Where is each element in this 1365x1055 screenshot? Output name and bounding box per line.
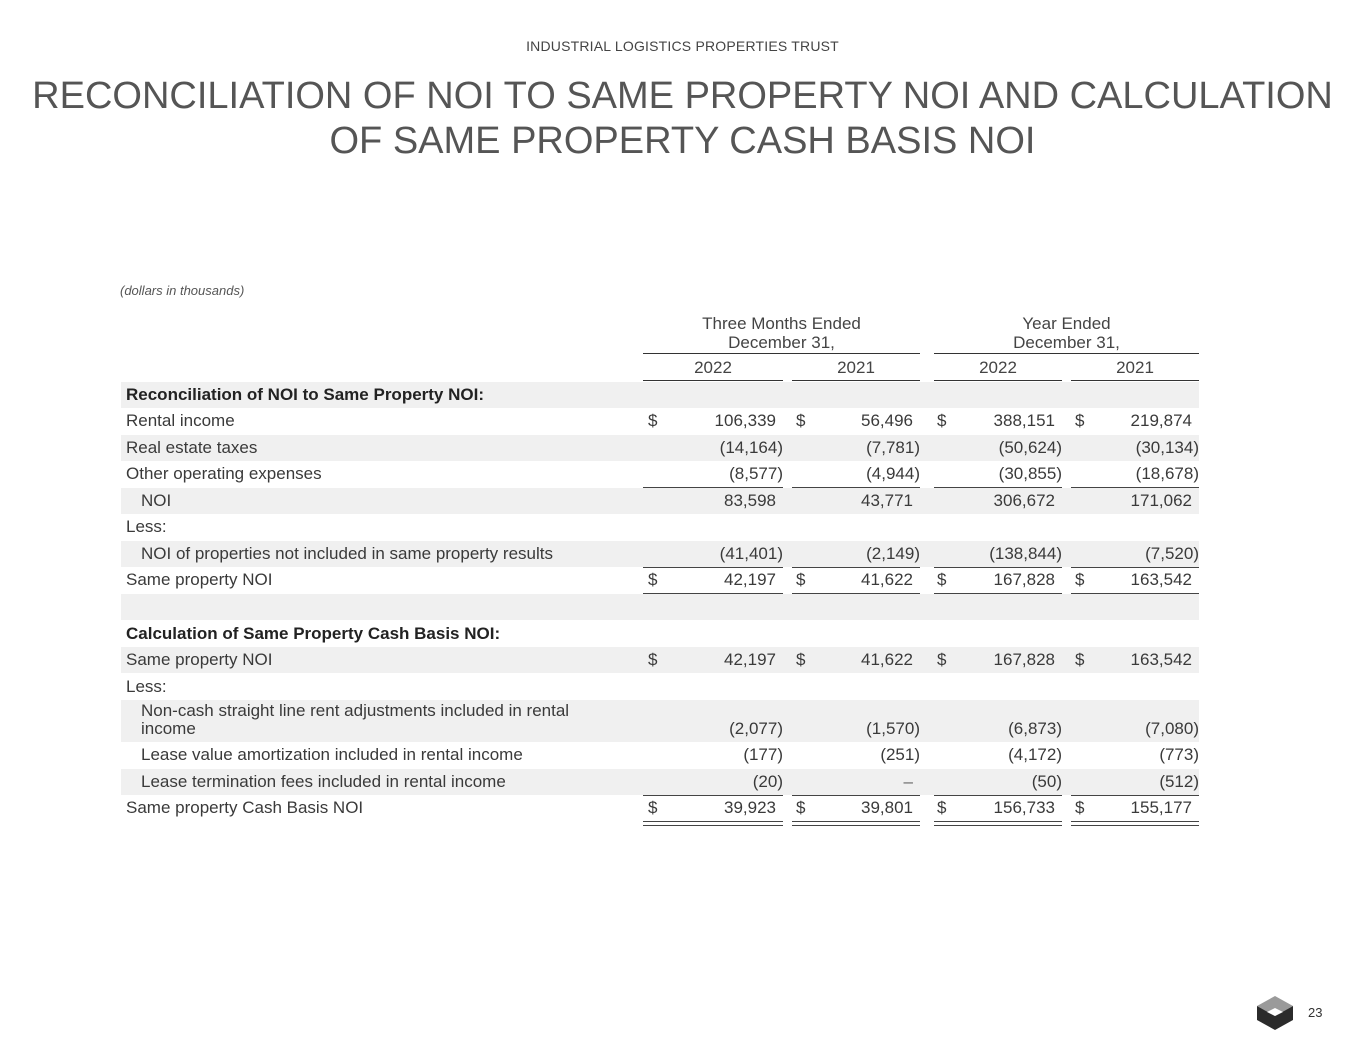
total-double-rule [1071, 821, 1199, 826]
year-col-2: 2021 [837, 358, 875, 377]
dollar-sign: $ [648, 570, 658, 589]
dollar-sign: $ [1075, 798, 1085, 817]
title-line-2: OF SAME PROPERTY CASH BASIS NOI [329, 120, 1036, 162]
value-cell: 388,151 [993, 411, 1055, 430]
spacer-row [121, 594, 1199, 620]
dollar-sign: $ [937, 650, 947, 669]
column-group-year [934, 314, 1199, 352]
dollar-sign: $ [937, 798, 947, 817]
table-row [121, 541, 1199, 567]
year-rule-2 [792, 380, 920, 381]
total-double-rule [643, 821, 783, 826]
dollar-sign: $ [648, 411, 658, 430]
title-line-1: RECONCILIATION OF NOI TO SAME PROPERTY NOI AND CALCULATION [32, 75, 1333, 117]
company-logo-icon [1255, 994, 1295, 1032]
table-row [121, 647, 1199, 673]
row-label: NOI of properties not included in same property results [141, 544, 553, 563]
dollar-sign: $ [937, 411, 947, 430]
value-cell: (7,080) [1145, 719, 1199, 738]
value-cell: (50) [1031, 772, 1062, 791]
column-group-three-months [643, 314, 920, 352]
row-label: Rental income [126, 411, 235, 430]
dollar-sign: $ [1075, 570, 1085, 589]
value-cell: 43,771 [861, 491, 913, 510]
value-cell: (6,873) [1008, 719, 1062, 738]
row-label: Less: [126, 677, 167, 696]
value-cell: (8,577) [729, 464, 783, 483]
row-label-line1: Non-cash straight line rent adjustments included in rental [141, 701, 570, 720]
table-row [121, 514, 1199, 540]
value-cell: 83,598 [724, 491, 776, 510]
value-cell: 167,828 [993, 650, 1055, 669]
table-row [121, 567, 1199, 593]
year-col-1: 2022 [694, 358, 732, 377]
total-double-rule [934, 821, 1062, 826]
table-row [121, 461, 1199, 487]
table-row [121, 769, 1199, 795]
year-col-4: 2021 [1116, 358, 1154, 377]
value-cell: 56,496 [861, 411, 913, 430]
value-cell: (2,077) [729, 719, 783, 738]
value-cell: (18,678) [1135, 464, 1199, 483]
value-cell: 42,197 [724, 570, 776, 589]
dollar-sign: $ [648, 798, 658, 817]
year-rule-3 [934, 380, 1062, 381]
row-label: Same property Cash Basis NOI [126, 798, 364, 817]
row-label [141, 702, 569, 738]
row-label: Lease value amortization included in rental income [141, 745, 523, 764]
value-cell: 163,542 [1130, 650, 1192, 669]
value-cell: (50,624) [998, 438, 1062, 457]
value-cell: 41,622 [861, 650, 913, 669]
table-row [121, 742, 1199, 768]
value-cell: 219,874 [1130, 411, 1192, 430]
value-cell: 167,828 [993, 570, 1055, 589]
value-cell: (2,149) [866, 544, 920, 563]
section1-heading: Reconciliation of NOI to Same Property NOI: [126, 385, 484, 404]
dollar-sign: $ [796, 798, 806, 817]
value-cell: (4,944) [866, 464, 920, 483]
table-row [121, 408, 1199, 434]
dollar-sign: $ [937, 570, 947, 589]
value-cell: (1,570) [866, 719, 920, 738]
value-cell: (4,172) [1008, 745, 1062, 764]
value-cell: 155,177 [1130, 798, 1192, 817]
page-number: 23 [1308, 1005, 1323, 1020]
row-label-line2: income [141, 719, 196, 738]
value-cell: 306,672 [993, 491, 1055, 510]
dollar-sign: $ [1075, 650, 1085, 669]
value-cell: 41,622 [861, 570, 913, 589]
value-cell: 42,197 [724, 650, 776, 669]
table-row [121, 795, 1199, 821]
value-cell: (512) [1159, 772, 1199, 791]
row-label: Other operating expenses [126, 464, 322, 483]
dollar-sign: $ [796, 570, 806, 589]
value-cell: – [903, 772, 913, 791]
year-rule-1 [643, 380, 783, 381]
value-cell: 163,542 [1130, 570, 1192, 589]
value-cell: (30,134) [1135, 438, 1199, 457]
value-cell: 39,923 [724, 798, 776, 817]
group1-line2: December 31, [728, 333, 835, 352]
value-cell: (41,401) [719, 544, 783, 563]
value-cell: 106,339 [714, 411, 776, 430]
year-col-3: 2022 [979, 358, 1017, 377]
group1-line1: Three Months Ended [702, 314, 861, 333]
row-label: Lease termination fees included in rental income [141, 772, 506, 791]
table-row [121, 435, 1199, 461]
dollar-sign: $ [796, 411, 806, 430]
group1-rule [643, 353, 920, 354]
value-cell: (177) [743, 745, 783, 764]
dollar-sign: $ [796, 650, 806, 669]
table-row [121, 488, 1199, 514]
dollar-sign: $ [648, 650, 658, 669]
section2-heading: Calculation of Same Property Cash Basis NOI: [126, 624, 501, 643]
section1-heading-row [121, 382, 1199, 408]
group2-line2: December 31, [1013, 333, 1120, 352]
value-cell: 171,062 [1130, 491, 1192, 510]
value-cell: (7,520) [1145, 544, 1199, 563]
value-cell: (20) [752, 772, 783, 791]
value-cell: (251) [880, 745, 920, 764]
value-cell: (14,164) [719, 438, 783, 457]
row-label: Less: [126, 517, 167, 536]
table-row [121, 700, 1199, 742]
table-row [121, 674, 1199, 700]
value-cell: (7,781) [866, 438, 920, 457]
value-cell: (30,855) [998, 464, 1062, 483]
row-label: Same property NOI [126, 650, 273, 669]
row-label: NOI [141, 491, 172, 510]
value-cell: 156,733 [993, 798, 1055, 817]
value-cell: (138,844) [989, 544, 1062, 563]
dollar-sign: $ [1075, 411, 1085, 430]
group2-line1: Year Ended [1022, 314, 1111, 333]
value-cell: 39,801 [861, 798, 913, 817]
page-title [0, 74, 1365, 164]
year-rule-4 [1071, 380, 1199, 381]
total-double-rule [792, 821, 920, 826]
group2-rule [934, 353, 1199, 354]
value-cell: (773) [1159, 745, 1199, 764]
units-note: (dollars in thousands) [120, 283, 245, 298]
row-label: Real estate taxes [126, 438, 258, 457]
section2-heading-row [121, 621, 1199, 647]
row-label: Same property NOI [126, 570, 273, 589]
company-name: INDUSTRIAL LOGISTICS PROPERTIES TRUST [526, 38, 839, 54]
